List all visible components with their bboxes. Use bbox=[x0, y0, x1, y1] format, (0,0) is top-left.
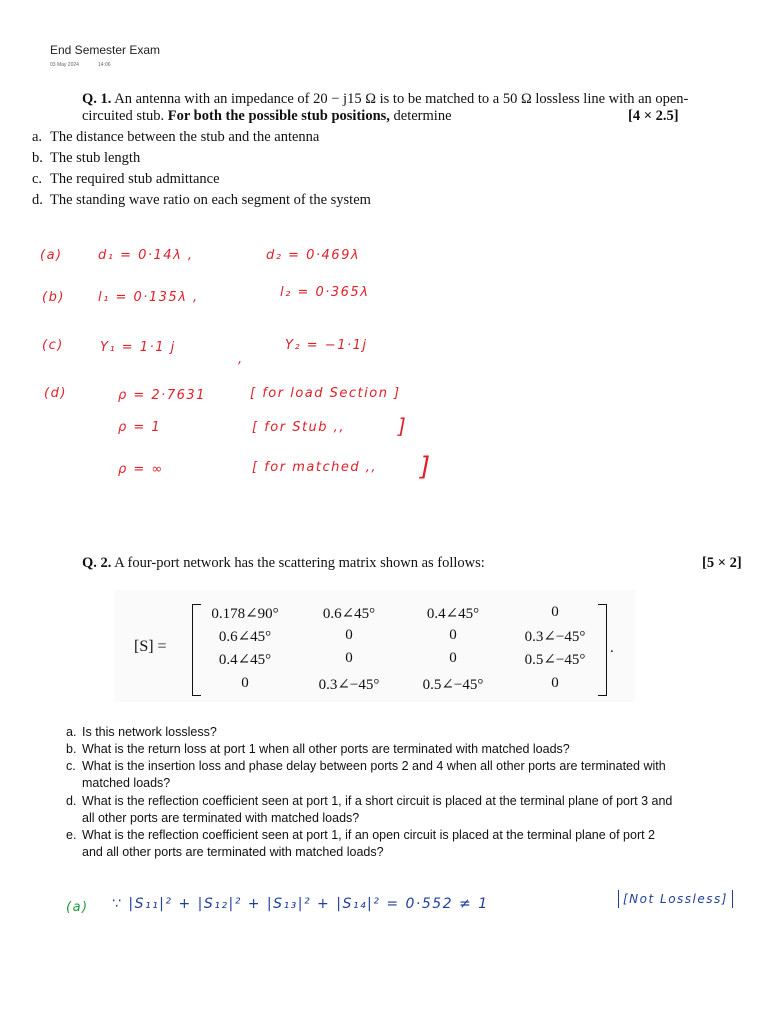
ans2-a-equation: ∵ |S₁₁|² + |S₁₂|² + |S₁₃|² + |S₁₄|² = 0·552 ≠ 1 bbox=[112, 896, 489, 912]
q2-item-d-text-2: all other ports are terminated with matched loads? bbox=[82, 811, 360, 825]
matrix-cell-1-2: 0.6∠45° bbox=[322, 606, 376, 622]
q1-item-d-label: d. bbox=[32, 192, 43, 208]
matrix-cell-4-3: 0.5∠−45° bbox=[422, 677, 484, 693]
q1-item-c-label: c. bbox=[32, 171, 43, 187]
q1-item-c bbox=[32, 171, 220, 188]
matrix-cell-3-4: 0.5∠−45° bbox=[524, 652, 586, 668]
exam-time: 14:06 bbox=[98, 62, 111, 68]
q2-item-d-text-1: What is the reflection coefficient seen at port 1, if a short circuit is placed at the terminal plane of port 3 and bbox=[82, 794, 673, 808]
matrix-cell-3-2: 0 bbox=[345, 650, 353, 666]
q1-text-2-bold: For both the possible stub positions, bbox=[167, 108, 390, 124]
ans1-d-rho2: ρ = 1 bbox=[118, 420, 162, 435]
q2-item-e-text-1: What is the reflection coefficient seen at port 1, if an open circuit is placed at the terminal plane of port 2 bbox=[82, 828, 656, 842]
q1-item-b-text: The stub length bbox=[50, 150, 141, 166]
q1-item-a bbox=[32, 129, 319, 146]
q1-item-c-text: The required stub admittance bbox=[50, 171, 220, 187]
ans1-d-note3: [ for matched ,, bbox=[252, 460, 377, 475]
q1-item-a-label: a. bbox=[32, 129, 43, 145]
q1-number: Q. 1. bbox=[82, 91, 112, 107]
ans1-d-note2: [ for Stub ,, bbox=[252, 420, 345, 435]
q1-marks: [4 × 2.5] bbox=[628, 108, 679, 124]
matrix-cell-2-2: 0 bbox=[345, 627, 353, 643]
matrix-cell-1-4: 0 bbox=[551, 604, 559, 620]
q2-item-e-label: e. bbox=[66, 828, 77, 842]
ans1-c-y1: Y₁ = 1·1 j bbox=[100, 340, 176, 355]
q2-text: A four-port network has the scattering matrix shown as follows: bbox=[111, 555, 485, 571]
ans1-a-d1: d₁ = 0·14λ , bbox=[98, 248, 194, 263]
q2-item-a bbox=[66, 725, 217, 739]
matrix-cell-4-2: 0.3∠−45° bbox=[318, 677, 380, 693]
q1-item-d-text: The standing wave ratio on each segment of the system bbox=[50, 192, 371, 208]
q1-item-b bbox=[32, 150, 140, 167]
q2-item-b-label: b. bbox=[66, 742, 77, 756]
q2-item-c-label: c. bbox=[66, 759, 76, 773]
ans1-c-label: (c) bbox=[42, 338, 64, 353]
ans1-a-label: (a) bbox=[40, 248, 63, 263]
matrix-cell-2-1: 0.6∠45° bbox=[218, 629, 272, 645]
ans1-c-comma: , bbox=[238, 352, 244, 367]
ans1-d-rho1: ρ = 2·7631 bbox=[118, 388, 206, 403]
matrix-cell-1-1: 0.178∠90° bbox=[211, 606, 279, 622]
ans1-d-bracket2: ] bbox=[398, 414, 408, 438]
ans1-a-d2: d₂ = 0·469λ bbox=[266, 248, 361, 263]
matrix-cell-1-3: 0.4∠45° bbox=[426, 606, 480, 622]
q2-line bbox=[82, 555, 485, 572]
q1-item-a-text: The distance between the stub and the antenna bbox=[50, 129, 320, 145]
q2-item-c bbox=[66, 759, 666, 773]
ans2-a-label: (a) bbox=[66, 900, 89, 915]
matrix-cell-3-1: 0.4∠45° bbox=[218, 652, 272, 668]
matrix-period: . bbox=[610, 640, 614, 656]
q2-number: Q. 2. bbox=[82, 555, 112, 571]
q2-item-c-text-2: matched loads? bbox=[82, 776, 171, 790]
q2-item-e-text-2: and all other ports are terminated with matched loads? bbox=[82, 845, 384, 859]
q1-text-2-post: determine bbox=[389, 108, 452, 124]
exam-title: End Semester Exam bbox=[50, 43, 161, 57]
ans1-b-label: (b) bbox=[42, 290, 65, 305]
q1-line-2 bbox=[82, 108, 452, 125]
ans1-c-y2: Y₂ = −1·1j bbox=[285, 338, 368, 353]
ans1-b-l1: l₁ = 0·135λ , bbox=[98, 290, 199, 305]
q1-item-d bbox=[32, 192, 371, 209]
ans1-b-l2: l₂ = 0·365λ bbox=[280, 285, 370, 300]
q1-text-2-pre: circuited stub. bbox=[82, 108, 168, 124]
matrix-cell-3-3: 0 bbox=[449, 650, 457, 666]
matrix-cell-2-4: 0.3∠−45° bbox=[524, 629, 586, 645]
exam-date: 03 May 2024 bbox=[50, 62, 79, 68]
q1-line-1 bbox=[82, 91, 688, 108]
ans1-d-note1: [ for load Section ] bbox=[250, 386, 401, 401]
matrix-cell-2-3: 0 bbox=[449, 627, 457, 643]
q1-item-b-label: b. bbox=[32, 150, 43, 166]
q2-item-d-label: d. bbox=[66, 794, 77, 808]
q2-item-b bbox=[66, 742, 570, 756]
matrix-cell-4-4: 0 bbox=[551, 675, 559, 691]
q2-item-d bbox=[66, 794, 672, 808]
q2-marks: [5 × 2] bbox=[702, 555, 742, 571]
matrix-cell-4-1: 0 bbox=[241, 675, 249, 691]
q2-item-b-text: What is the return loss at port 1 when all other ports are terminated with matched loads? bbox=[82, 742, 570, 756]
q2-item-c-text-1: What is the insertion loss and phase delay between ports 2 and 4 when all other ports are terminated with bbox=[82, 759, 666, 773]
q1-text-1: An antenna with an impedance of 20 − j15 Ω is to be matched to a 50 Ω lossless line with an open- bbox=[111, 91, 689, 107]
matrix-label: [S] = bbox=[134, 638, 167, 655]
ans1-d-label: (d) bbox=[44, 386, 67, 401]
ans2-a-note: [Not Lossless] bbox=[618, 890, 733, 908]
q2-item-a-label: a. bbox=[66, 725, 77, 739]
ans1-d-bracket3: ] bbox=[420, 452, 432, 482]
ans1-d-rho3: ρ = ∞ bbox=[118, 462, 164, 477]
q2-item-e bbox=[66, 828, 655, 842]
q2-item-a-text: Is this network lossless? bbox=[82, 725, 217, 739]
